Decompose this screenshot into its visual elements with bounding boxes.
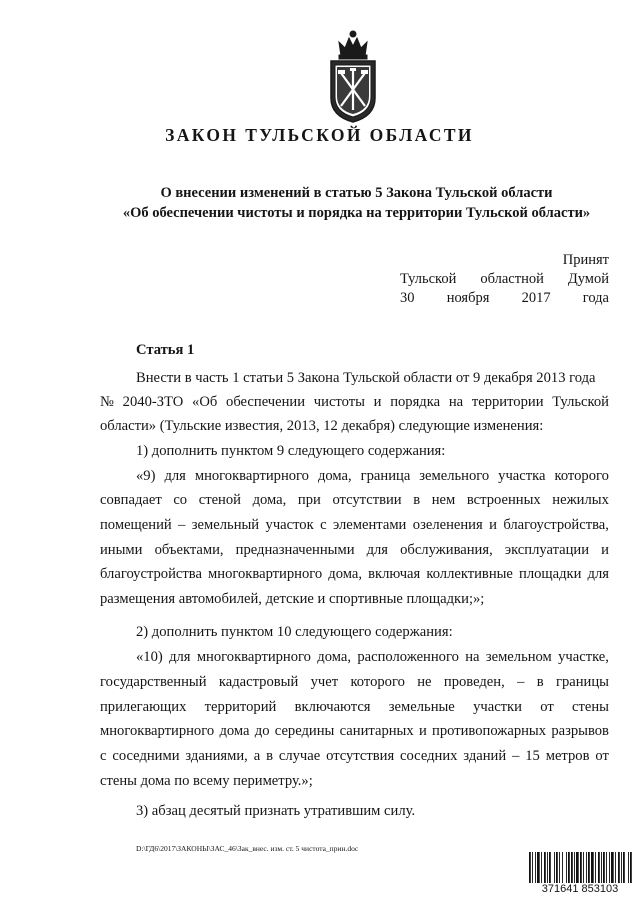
word: кадастровый [218, 674, 299, 690]
barcode-bar [603, 852, 605, 883]
word: граница [360, 468, 411, 484]
adoption-date-day: 30 [400, 290, 415, 306]
word: которого [554, 468, 609, 484]
word: государственный [100, 674, 207, 690]
word: «Об [192, 394, 218, 410]
word: № [100, 394, 114, 410]
word: дома, [252, 492, 287, 508]
barcode-bar [615, 852, 616, 883]
barcode-bar [576, 852, 579, 883]
barcode-bar [618, 852, 620, 883]
word: объектами, [154, 542, 224, 558]
barcode-bar [544, 852, 546, 883]
barcode-bar [595, 852, 596, 883]
barcode-bar [541, 852, 542, 883]
barcode-bar [556, 852, 558, 883]
item2-line: стены дома по всему периметру.»; [100, 773, 313, 789]
word: 15 [525, 748, 540, 764]
word: от [595, 748, 609, 764]
item1-line [100, 490, 609, 510]
barcode-bar [623, 852, 625, 883]
word: и [418, 723, 427, 739]
word: середины [274, 723, 335, 739]
file-path: D:\ГД6\2017\ЗАКОНЫ\ЗАС_46\Зак_внес. изм. ст. 5 чистота_прин.doc [136, 844, 359, 853]
word: отсутствия [326, 748, 395, 764]
word: участке, [558, 649, 609, 665]
barcode-bar [588, 852, 590, 883]
word: площадки [519, 566, 582, 582]
word: «9) [136, 468, 156, 484]
word: зданий [463, 748, 507, 764]
item1-line [100, 564, 609, 584]
item1-line: размещения автомобилей, детские и спортивные площадки;»; [100, 591, 485, 607]
word: порядка [390, 394, 441, 410]
word: иными [100, 542, 143, 558]
item-3: 3) абзац десятый признать утратившим силу. [136, 803, 416, 819]
word: санитарных [339, 723, 414, 739]
item1-line [100, 515, 609, 535]
word: нежилых [552, 492, 609, 508]
word: на [465, 649, 480, 665]
word: границы [555, 674, 609, 690]
barcode-bar [601, 852, 602, 883]
barcode-bar [571, 852, 573, 883]
word: земельном [485, 649, 552, 665]
word: территории [471, 394, 544, 410]
item2-line [100, 746, 609, 766]
word: прилегающих [100, 699, 187, 715]
adoption-block [400, 251, 609, 308]
word: предназначенными [235, 542, 355, 558]
barcode-bar [537, 852, 540, 883]
word: – [512, 748, 520, 764]
word: соседних [400, 748, 458, 764]
word: а [253, 748, 261, 764]
word: эксплуатации [504, 542, 590, 558]
item-1: 1) дополнить пунктом 9 следующего содержания: [136, 443, 446, 459]
word: на [448, 394, 464, 410]
adoption-word: Тульской [400, 271, 457, 287]
word: для [169, 649, 191, 665]
word: со [173, 492, 188, 508]
word: коллективные [426, 566, 513, 582]
barcode-number: 371641 853103 [541, 883, 619, 895]
word: обслуживания, [400, 542, 493, 558]
barcode-bar [611, 852, 614, 883]
word: случае [278, 748, 321, 764]
adoption-word: Думой [567, 271, 609, 287]
item2-line [100, 721, 609, 741]
word: в [536, 674, 544, 690]
word: не [417, 674, 432, 690]
word: Тульской [552, 394, 609, 410]
word: при [297, 492, 321, 508]
item1-line [100, 540, 609, 560]
item2-line [100, 672, 609, 692]
word: многоквартирного [196, 649, 311, 665]
law-subtitle-line2: «Об обеспечении чистоты и порядка на территории Тульской области» [122, 205, 591, 221]
adoption-date-year: 2017 [521, 290, 551, 306]
word: для [164, 468, 186, 484]
adoption-line1: Принят [562, 252, 609, 268]
word: до [254, 723, 270, 739]
barcode-bar [609, 852, 610, 883]
word: и [373, 394, 382, 410]
barcode-bar [529, 852, 531, 883]
adoption-date-month: ноября [446, 290, 490, 306]
word: учет [310, 674, 339, 690]
barcode-bar [628, 852, 629, 883]
word: – [517, 674, 525, 690]
barcode-bar [583, 852, 584, 883]
word: соседними [112, 748, 180, 764]
article-heading: Статья 1 [136, 342, 195, 358]
adoption-word: областной [480, 271, 544, 287]
word: дома [219, 723, 250, 739]
word: земельные [388, 699, 455, 715]
item2-line [136, 647, 609, 667]
word: озеленения [412, 517, 483, 533]
word: в [266, 748, 273, 764]
word: – [178, 517, 186, 533]
word: участки [473, 699, 522, 715]
barcode-bar [621, 852, 622, 883]
word: элементами [333, 517, 407, 533]
word: и [601, 542, 609, 558]
word: для [366, 542, 389, 558]
word: метров [545, 748, 590, 764]
word: участок [265, 517, 314, 533]
word: разрывов [551, 723, 609, 739]
word: благоустройства [100, 566, 202, 582]
word: проведен, [443, 674, 505, 690]
barcode-bar [574, 852, 575, 883]
barcode-bar [598, 852, 600, 883]
intro-line [100, 392, 609, 412]
intro-line: Внести в часть 1 статьи 5 Закона Тульской области от 9 декабря 2013 года [136, 370, 596, 386]
barcode-bar [586, 852, 587, 883]
word: стеной [198, 492, 241, 508]
barcode-bar [535, 852, 536, 883]
barcode-bar [580, 852, 582, 883]
word: помещений [100, 517, 172, 533]
word: с [100, 748, 107, 764]
word: территорий [204, 699, 277, 715]
law-title: ЗАКОН ТУЛЬСКОЙ ОБЛАСТИ [165, 125, 474, 145]
adoption-date-word: года [582, 290, 609, 306]
word: противопожарных [432, 723, 547, 739]
word: от [540, 699, 554, 715]
coat-of-arms-icon [321, 28, 385, 124]
word: дома, [317, 649, 351, 665]
word: которого [350, 674, 405, 690]
barcode-bar [554, 852, 555, 883]
word: зданиями, [185, 748, 248, 764]
barcode-bar [562, 852, 563, 883]
word: расположенного [357, 649, 459, 665]
barcode-bar [606, 852, 607, 883]
word: 2040-ЗТО [122, 394, 184, 410]
word: стены [572, 699, 609, 715]
word: встроенных [466, 492, 541, 508]
word: земельный [191, 517, 260, 533]
word: для [587, 566, 609, 582]
item-2: 2) дополнить пунктом 10 следующего содержания: [136, 624, 453, 640]
intro-line: области» (Тульские известия, 2013, 12 декабря) следующие изменения: [100, 418, 544, 434]
word: отсутствии [332, 492, 402, 508]
barcode-bar [549, 852, 551, 883]
word: обеспечении [226, 394, 306, 410]
word: с [320, 517, 327, 533]
word: дома, [317, 468, 352, 484]
item1-line [136, 466, 609, 486]
word: участка [498, 468, 546, 484]
item2-line [100, 697, 609, 717]
barcode-bar [630, 852, 632, 883]
barcode-bar [568, 852, 570, 883]
word: «10) [136, 649, 163, 665]
barcode-bar [591, 852, 594, 883]
barcode-bar [547, 852, 548, 883]
word: многоквартирного [194, 468, 309, 484]
word: многоквартирного [100, 723, 215, 739]
word: дома, [328, 566, 363, 582]
word: совпадает [100, 492, 162, 508]
barcode-bar [566, 852, 567, 883]
word: включая [368, 566, 421, 582]
word: земельного [419, 468, 490, 484]
barcode-bar [559, 852, 560, 883]
law-subtitle-line1: О внесении изменений в статью 5 Закона Тульской области [160, 185, 553, 201]
word: включаются [294, 699, 371, 715]
word: многоквартирного [208, 566, 323, 582]
word: благоустройства, [503, 517, 609, 533]
barcode-icon [528, 852, 632, 885]
word: чистоты [313, 394, 365, 410]
word: нем [431, 492, 456, 508]
word: и [489, 517, 497, 533]
barcode-bar [532, 852, 533, 883]
word: в [413, 492, 421, 508]
